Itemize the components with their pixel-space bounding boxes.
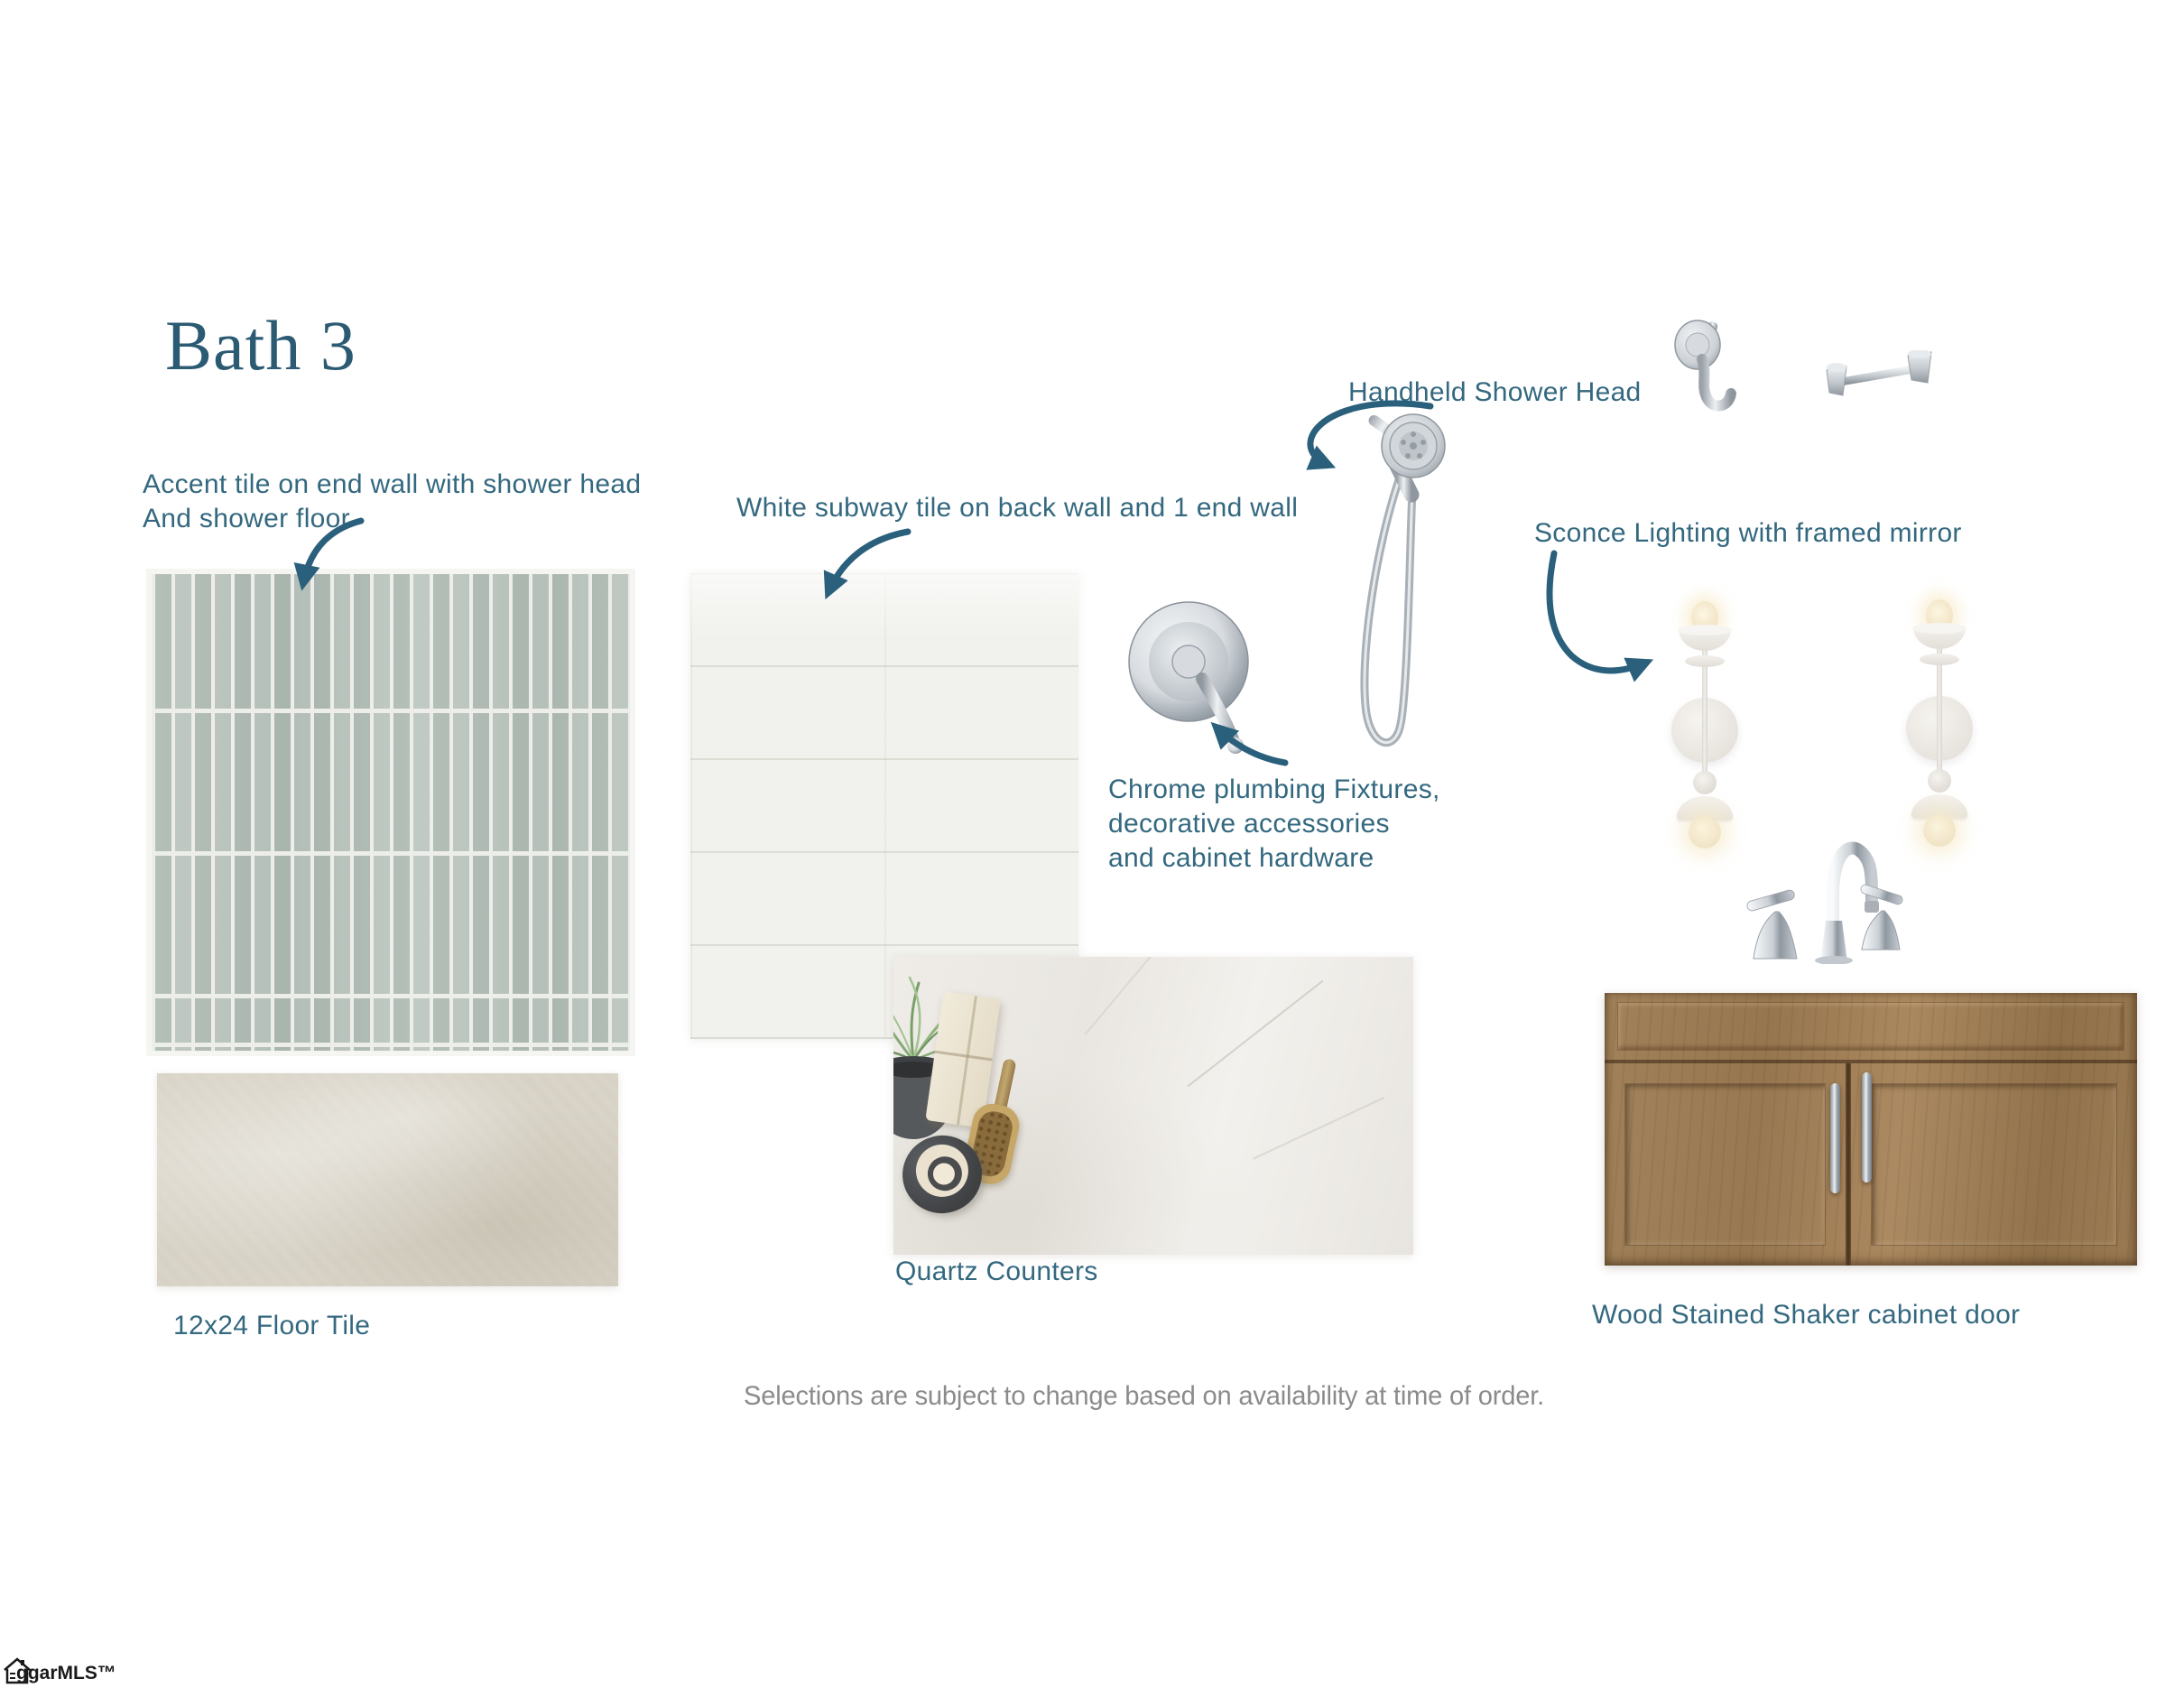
chrome-fixtures-annotation bbox=[1108, 773, 1440, 876]
sconce-cup-rim bbox=[1678, 625, 1732, 635]
sconce-bottom-bulb bbox=[1923, 814, 1956, 847]
cabinet-image bbox=[1605, 993, 2137, 1266]
cabinet-door-left bbox=[1605, 1063, 1846, 1266]
floor-tile-swatch bbox=[157, 1073, 618, 1286]
arrow-to-sconce bbox=[1550, 553, 1646, 671]
sconce-ball bbox=[1693, 771, 1717, 794]
quartz-vein bbox=[1188, 980, 1324, 1088]
sconce-bottom-bulb bbox=[1689, 816, 1721, 849]
disclaimer-text: Selections are subject to change based on availability at time of order. bbox=[744, 1381, 1545, 1411]
floor-tile-caption: 12x24 Floor Tile bbox=[173, 1311, 371, 1340]
chrome-fixtures-annotation-line1: Chrome plumbing Fixtures, bbox=[1108, 774, 1440, 804]
cabinet-top-rail bbox=[1605, 993, 2137, 1063]
handheld-shower-image bbox=[1310, 406, 1459, 772]
quartz-counter-image bbox=[893, 957, 1413, 1255]
sconce-image-right bbox=[1904, 601, 1975, 852]
cabinet-pull-right bbox=[1862, 1072, 1872, 1183]
sconce-disc bbox=[1685, 655, 1725, 667]
quartz-vein bbox=[1253, 1097, 1384, 1159]
chrome-fixtures-annotation-line2: decorative accessories bbox=[1108, 809, 1390, 839]
towel-bar-image bbox=[1818, 350, 1942, 406]
cabinet-door-panel bbox=[1871, 1083, 2117, 1246]
sconce-cup-rim bbox=[1912, 623, 1967, 634]
quartz-vein bbox=[1085, 957, 1156, 1035]
accent-tile-swatch bbox=[152, 574, 630, 1051]
shower-valve-image bbox=[1128, 596, 1259, 758]
subway-tile-annotation: White subway tile on back wall and 1 end wall bbox=[736, 493, 1299, 523]
cabinet-caption: Wood Stained Shaker cabinet door bbox=[1592, 1300, 2021, 1330]
mls-watermark bbox=[2, 1656, 146, 1686]
cabinet-rail-bevel bbox=[1617, 1002, 2124, 1051]
robe-hook-image bbox=[1668, 316, 1751, 422]
chrome-fixtures-annotation-line3: and cabinet hardware bbox=[1108, 843, 1374, 873]
watermark-text: ggarMLS™ bbox=[16, 1663, 116, 1683]
cabinet-pull-left bbox=[1830, 1083, 1840, 1193]
cabinet-door-panel bbox=[1624, 1083, 1826, 1246]
sconce-lighting-annotation: Sconce Lighting with framed mirror bbox=[1534, 518, 1962, 548]
quartz-caption: Quartz Counters bbox=[895, 1257, 1098, 1286]
sconce-disc bbox=[1920, 654, 1959, 665]
accent-tile-annotation-line1: Accent tile on end wall with shower head bbox=[143, 469, 642, 499]
faucet-image bbox=[1744, 812, 1907, 964]
accent-tile-annotation bbox=[143, 468, 641, 536]
sconce-ball bbox=[1928, 769, 1951, 793]
cabinet-door-seam bbox=[1846, 1063, 1851, 1266]
handheld-shower-annotation: Handheld Shower Head bbox=[1348, 377, 1642, 407]
sconce-image-left bbox=[1670, 603, 1740, 854]
page-title: Bath 3 bbox=[165, 306, 356, 385]
cabinet-door-right bbox=[1851, 1063, 2137, 1266]
accent-tile-annotation-line2: And shower floor bbox=[143, 504, 350, 533]
